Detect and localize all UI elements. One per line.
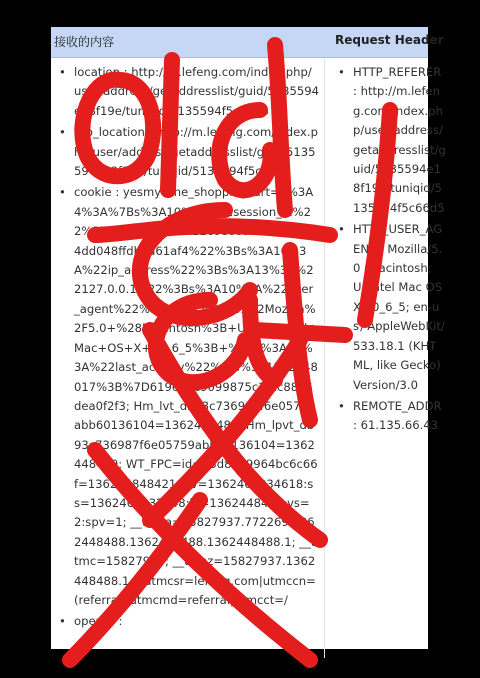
received-content-heading: 接收的内容 [54,35,115,49]
http-referer-value: HTTP_REFERER : http://m.lefeng.com/index.php/user/address/getaddresslist/guid/5135594e18f19e/tuniqid/5135594f5c66d5 [353,65,446,215]
location-value: location : http://m.lefeng.com/index.php/user/address/getaddresslist/guid/5135594e18f19e/tuniqid/5135594f5c66d5 [74,65,319,118]
list-item-top-location [57,123,319,181]
list-item-location [57,63,319,121]
list-item-http-referer [336,63,446,218]
bullet-icon: • [338,222,345,237]
column-divider [324,58,325,658]
bullet-icon: • [59,614,66,629]
bullet-icon: • [59,185,66,200]
top-location-value: top_location : http://m.lefeng.com/index.php/user/address/getaddresslist/guid/5135594e18f19e/tuniqid/5135594f5c66d5 [74,125,318,179]
list-item-cookie [57,183,319,610]
bullet-icon: • [338,398,345,413]
request-header-heading: Request Header [335,33,444,47]
list-item-opener [57,612,319,631]
received-content-list [57,63,319,634]
remote-addr-value: REMOTE_ADDR : 61.135.66.43 [353,398,442,433]
table-header [51,27,444,58]
list-item-user-agent [336,220,446,395]
user-agent-value: HTTP_USER_AGENT : Mozilla/5.0 (Macintosh; U; Intel Mac OS X 10_6_5; en-us) AppleWebKit/533.18.1 (KHTML, like Gecko) Version/3.0 [353,222,445,392]
bullet-icon: • [338,65,345,79]
bullet-icon: • [59,125,66,140]
request-header-list [336,63,446,438]
list-item-remote-addr [336,397,446,436]
cookie-value: cookie : yesmywine_shoppingcart=a%3A4%3A%7Bs%3A10%3A%22session_id%22%3Bs%3A32%3A%22c0e6055011410024dd048ffdb3a61af4%22%3Bs%3A10%3A%22ip_address%22%3Bs%3A13%3A%22127.0.0.1%22%3Bs%3A10%3A%22user_agent%22%3Bs%3A50%3A%22Mozilla%2F5.0+%28Macintosh%3B+U%3B+Intel+Mac+OS+X+10_6_5%3B+%3Bs%3A13%3A%22last_activity%22%3Bi%3A1362448017%3B%7D619e52c9099875c3f1c88e6dea0f2f3; Hm_lvt_db93c736987f6e05759abb60136104=1362448489; Hm_lpvt_db93c736987f6e05759abb60136104=1362448489; WT_FPC=id=23d8ab9964bc6c66f=1362448484210:lv=1362466034618:ss=1362466032148:lv=1362448484:vs=2:spv=1; __utma=15827937.772269.1362448488.1362448488.1362448488.1; __utmc=15827937; __utmz=15827937.1362448488.1.1.utmcsr=lefeng.com|utmccn=(referral)|utmcmd=referral|utmcct=/ [74,185,319,607]
received-content-table [51,27,446,649]
bullet-icon: • [59,65,66,79]
opener-value: opener : [74,614,123,629]
